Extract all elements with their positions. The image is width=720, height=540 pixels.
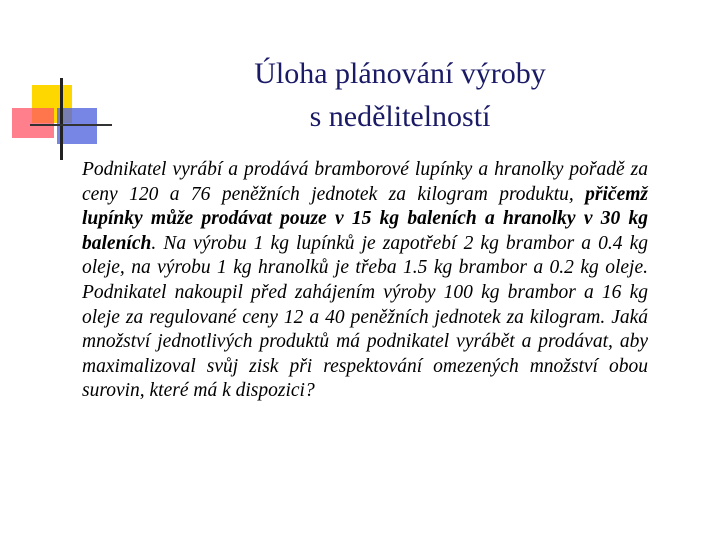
decorative-ornament (0, 0, 120, 170)
ornament-horizontal-line (30, 124, 112, 126)
body-text-bold: přičemž lupínky může prodávat pouze v 15 kg baleních a hranolky v 30 kg baleních (82, 183, 648, 254)
body-text-part2: . Na výrobu 1 kg lupínků je zapotřebí 2 kg brambor a 0.4 kg oleje, na výrobu 1 kg hranolků je třeba 1.5 kg brambor a 0.2 kg oleje. Podnikatel nakoupil před zahájením výroby 100 kg brambor a 16 kg oleje za regulované ceny 12 a 40 peněžních jednotek za kilogram. Jaká množství jednotlivých produktů má podnikatel vyrábět a prodávat, aby maximalizoval svůj zisk při respektování omezených množství obou surovin, které má k dispozici? (82, 232, 648, 402)
slide-body-text (82, 158, 648, 404)
slide-title (150, 52, 650, 138)
ornament-vertical-line (60, 78, 63, 160)
slide-title-line2: s nedělitelností (309, 100, 491, 133)
ornament-red-square (12, 108, 54, 138)
slide-title-line1: Úloha plánování výroby (254, 57, 546, 90)
body-text-part1: Podnikatel vyrábí a prodává bramborové lupínky a hranolky pořadě za ceny 120 a 76 peněžních jednotek za kilogram produktu, (82, 159, 648, 205)
ornament-blue-square (57, 108, 97, 144)
